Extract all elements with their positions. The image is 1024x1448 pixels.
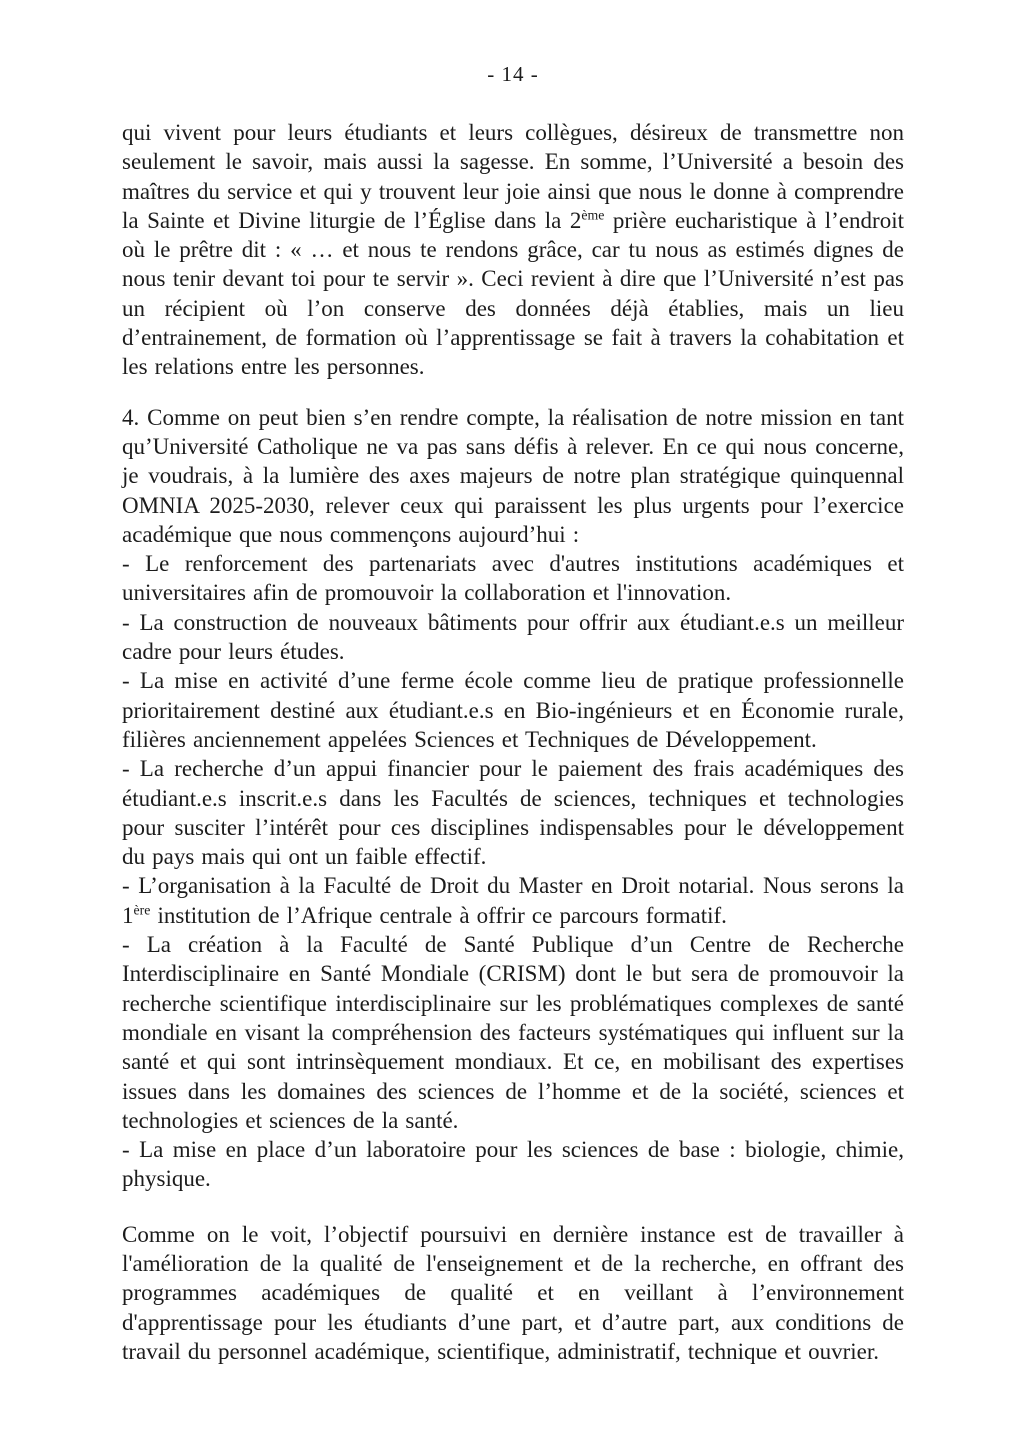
list-item-crism: - La création à la Faculté de Santé Publique d’un Centre de Recherche Interdisciplinaire en Santé Mondiale (CRISM) dont le but sera de promouvoir la recherche scientifique interdisciplinaire sur les problématiques complexes de santé mondiale en visant la compréhension des facteurs systématiques qui influent sur la santé et qui sont intrinsèquement mondiaux. Et ce, en mobilisant des expertises issues dans les domaines des sciences de l’homme et de la société, sciences et technologies et sciences de la santé. xyxy=(122,932,904,1133)
paragraph-text: qui vivent pour leurs étudiants et leurs collègues, désireux de transmettre non seulement le savoir, mais aussi la sagesse. En somme, l’Université a besoin des maîtres du service et qui y trouvent leur joie ainsi que nous le donne à comprendre la Sainte et Divine liturgie de l’Église dans la 2 xyxy=(122,120,904,233)
paragraph-text: institution de l’Afrique centrale à offrir ce parcours formatif. xyxy=(150,902,727,928)
list-item-partenariats: - Le renforcement des partenariats avec d'autres institutions académiques et universitaires afin de promouvoir la collaboration et l'innovation. xyxy=(122,551,904,606)
list-item-laboratoire: - La mise en place d’un laboratoire pour les sciences de base : biologie, chimie, physique. xyxy=(122,1137,904,1192)
paragraph-text: prière eucharistique à l’endroit où le prêtre dit : « … et nous te rendons grâce, car tu nous as estimés dignes de nous tenir devant toi pour te servir ». Ceci revient à dire que l’Université n’est pas un récipient où l’on conserve des données déjà établies, mais un lieu d’entrainement, de formation où l’apprentissage se fait à travers la cohabitation et les relations entre les personnes. xyxy=(122,207,904,380)
list-item-droit-notarial xyxy=(122,871,904,930)
superscript-ordinal: ère xyxy=(133,902,151,918)
paragraph-text: - L’organisation à la Faculté de Droit du Master en Droit notarial. Nous serons la 1 xyxy=(122,873,904,928)
list-item-ferme-ecole: - La mise en activité d’une ferme école comme lieu de pratique professionnelle prioritairement destiné aux étudiant.e.s en Bio-ingénieurs et en Économie rurale, filières anciennement appelées Sciences et Techniques de Développement. xyxy=(122,668,904,752)
list-item-appui-financier: - La recherche d’un appui financier pour le paiement des frais académiques des étudiant.e.s inscrit.e.s dans les Facultés de sciences, techniques et technologies pour susciter l’intérêt pour ces disciplines indispensables pour le développement du pays mais qui ont un faible effectif. xyxy=(122,756,904,870)
page-number: - 14 - xyxy=(487,62,539,86)
paragraph-point-4: 4. Comme on peut bien s’en rendre compte, la réalisation de notre mission en tant qu’Université Catholique ne va pas sans défis à relever. En ce qui nous concerne, je voudrais, à la lumière des axes majeurs de notre plan stratégique quinquennal OMNIA 2025-2030, relever ceux qui paraissent les plus urgents pour l’exercice académique que nous commençons aujourd’hui : xyxy=(122,404,904,547)
superscript-ordinal: ème xyxy=(581,207,605,223)
paragraph-continuation xyxy=(122,118,904,382)
closing-paragraph: Comme on le voit, l’objectif poursuivi en dernière instance est de travailler à l'amélioration de la qualité de l'enseignement et de la recherche, en offrant des programmes académiques de qualité et en veillant à l’environnement d'apprentissage pour les étudiants d’une part, et d’autre part, aux conditions de travail du personnel académique, scientifique, administratif, technique et ouvrier. xyxy=(122,1221,904,1364)
list-item-batiments: - La construction de nouveaux bâtiments pour offrir aux étudiant.e.s un meilleur cadre pour leurs études. xyxy=(122,609,904,665)
